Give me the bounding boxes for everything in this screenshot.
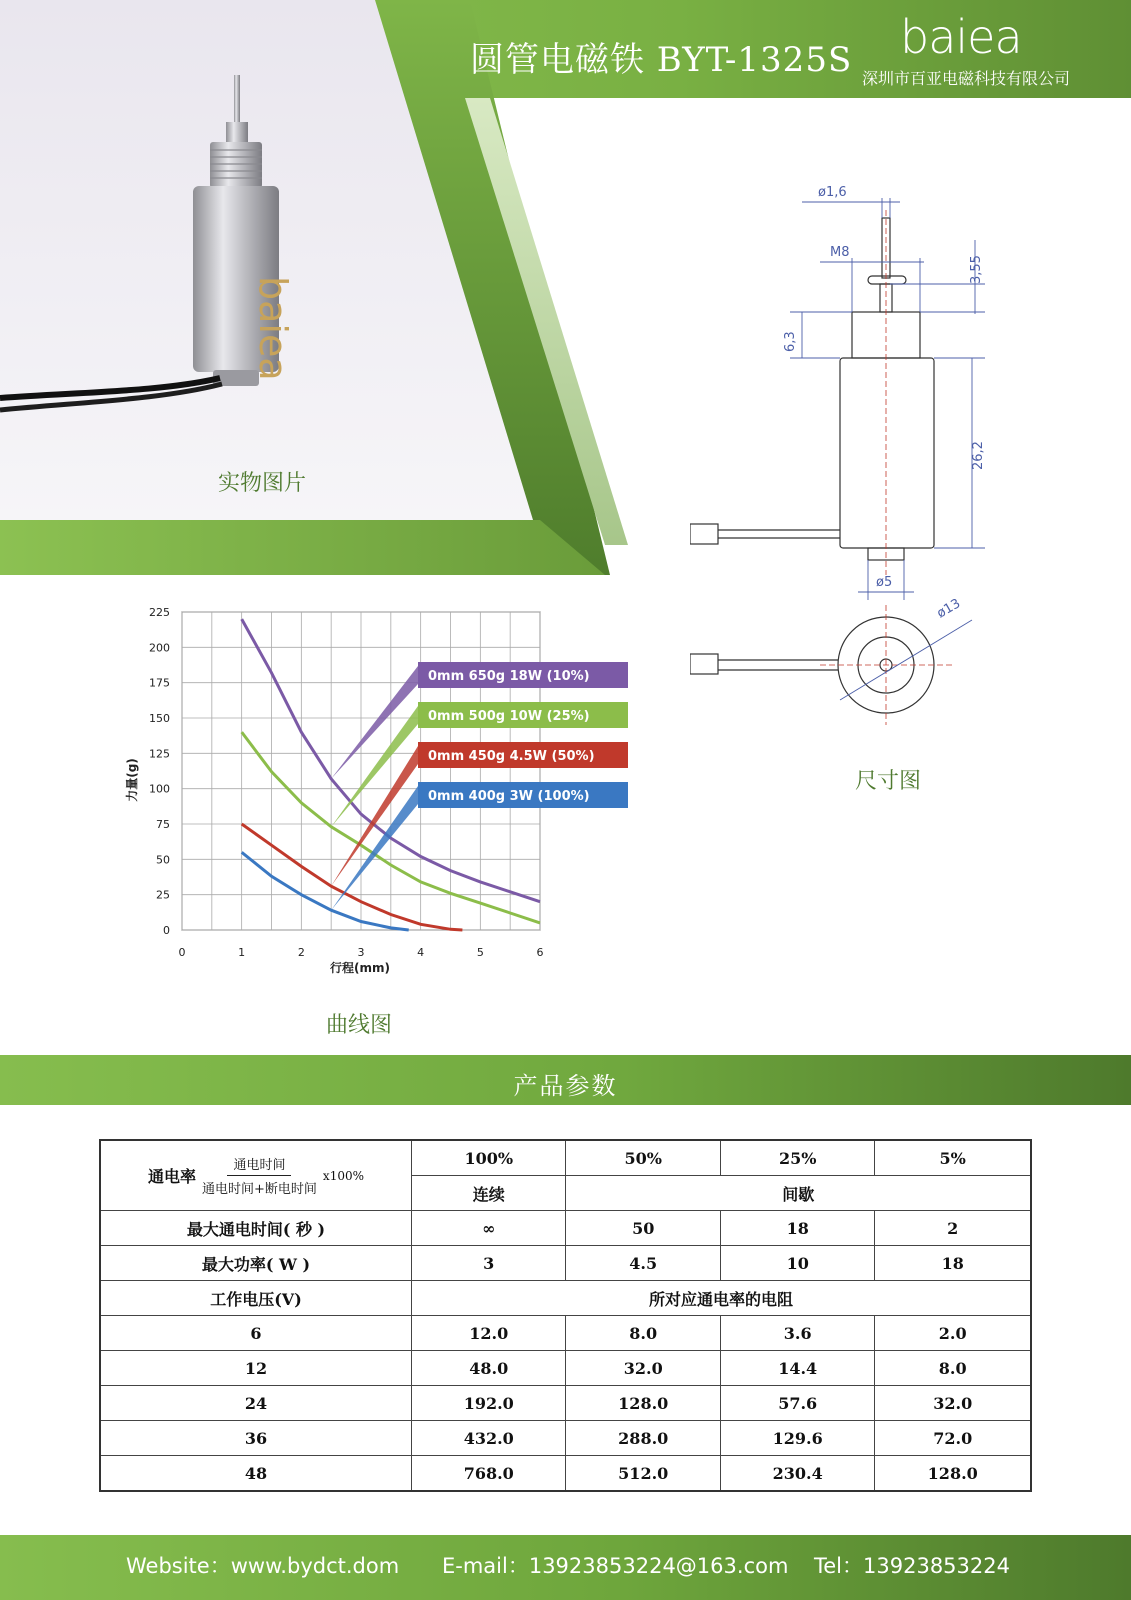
force-stroke-chart — [110, 600, 650, 1000]
product-logo: baiea — [251, 276, 295, 381]
table-cell: 768.0 — [412, 1456, 566, 1492]
chart-x-tick: 2 — [297, 946, 305, 959]
params-table — [99, 1139, 1032, 1492]
table-row — [100, 1211, 1031, 1246]
table-row — [100, 1316, 1031, 1351]
duty-numerator: 通电时间 — [227, 1154, 291, 1176]
mode-intermittent: 间歇 — [566, 1176, 1031, 1211]
page-title: 圆管电磁铁 BYT-1325S — [470, 40, 853, 80]
table-cell: 18 — [720, 1211, 874, 1246]
dim-label-bottom-dia: ø5 — [876, 575, 893, 590]
table-cell: 128.0 — [566, 1386, 720, 1421]
mode-continuous: 连续 — [412, 1176, 566, 1211]
table-row — [100, 1246, 1031, 1281]
chart-y-tick: 225 — [149, 606, 170, 619]
table-cell: 72.0 — [875, 1421, 1031, 1456]
footer-website: Website：www.bydct.dom — [126, 1554, 400, 1578]
table-cell: 2 — [875, 1211, 1031, 1246]
chart-legend-label: 0mm 450g 4.5W (50%) — [428, 749, 595, 764]
duty-value: 50% — [566, 1140, 720, 1176]
table-cell: 2.0 — [875, 1316, 1031, 1351]
resistance-label: 所对应通电率的电阻 — [412, 1281, 1032, 1316]
table-cell: 3.6 — [720, 1316, 874, 1351]
table-cell: 230.4 — [720, 1456, 874, 1492]
chart-x-tick: 0 — [178, 946, 186, 959]
table-cell: 24 — [100, 1386, 412, 1421]
table-cell: 14.4 — [720, 1351, 874, 1386]
dimension-drawing — [690, 180, 1020, 740]
table-cell: 57.6 — [720, 1386, 874, 1421]
table-cell: 36 — [100, 1421, 412, 1456]
table-cell: 6 — [100, 1316, 412, 1351]
duty-denominator: 通电时间+断电时间 — [202, 1182, 317, 1197]
brand-logo: baiea — [900, 10, 1022, 64]
chart-caption: 曲线图 — [326, 1013, 393, 1038]
photo-caption: 实物图片 — [218, 471, 307, 496]
table-cell: 12 — [100, 1351, 412, 1386]
table-cell: ∞ — [412, 1211, 566, 1246]
chart-y-tick: 50 — [156, 853, 170, 867]
table-cell: 4.5 — [566, 1246, 720, 1281]
chart-y-tick: 100 — [149, 782, 170, 796]
dim-label-26-2: 26,2 — [971, 441, 986, 470]
footer-tel: Tel：13923853224 — [814, 1554, 1010, 1578]
duty-label: 通电率 — [148, 1167, 197, 1186]
table-row — [100, 1421, 1031, 1456]
table-cell: 48 — [100, 1456, 412, 1492]
chart-y-tick: 75 — [156, 818, 170, 831]
table-row — [100, 1281, 1031, 1316]
table-cell: 288.0 — [566, 1421, 720, 1456]
chart-legend-label: 0mm 500g 10W (25%) — [428, 709, 590, 724]
section-title: 产品参数 — [513, 1072, 618, 1100]
table-row — [100, 1456, 1031, 1492]
chart-x-tick: 4 — [417, 946, 425, 959]
table-cell: 128.0 — [875, 1456, 1031, 1492]
chart-y-tick: 150 — [149, 712, 170, 725]
table-cell: 50 — [566, 1211, 720, 1246]
chart-legend-label: 0mm 650g 18W (10%) — [428, 669, 590, 684]
chart-legend-label: 0mm 400g 3W (100%) — [428, 789, 590, 804]
dim-label-3-55: 3,55 — [969, 255, 984, 284]
table-row — [100, 1351, 1031, 1386]
table-cell: 12.0 — [412, 1316, 566, 1351]
chart-y-tick: 125 — [149, 747, 170, 761]
chart-y-tick: 0 — [163, 924, 170, 937]
dim-label-thread: M8 — [830, 245, 850, 260]
duty-value: 100% — [412, 1140, 566, 1176]
table-cell: 18 — [875, 1246, 1031, 1281]
chart-x-axis-label: 行程(mm) — [330, 961, 390, 975]
dim-label-pin-dia: ø1,6 — [818, 185, 847, 200]
duty-value: 25% — [720, 1140, 874, 1176]
chart-y-tick: 25 — [156, 888, 170, 902]
voltage-label: 工作电压(V) — [100, 1281, 412, 1316]
product-photo — [0, 0, 540, 520]
duty-value: 5% — [875, 1140, 1031, 1176]
table-row — [100, 1386, 1031, 1421]
footer-email: E-mail：13923853224@163.com — [442, 1554, 789, 1578]
dim-label-body-dia: ø13 — [934, 596, 964, 622]
duty-multiplier: x100% — [322, 1168, 364, 1183]
duty-cycle-header — [100, 1140, 412, 1211]
chart-y-tick: 175 — [149, 676, 170, 690]
table-cell: 432.0 — [412, 1421, 566, 1456]
table-row — [100, 1140, 1031, 1176]
chart-x-tick: 5 — [476, 946, 484, 959]
table-cell: 10 — [720, 1246, 874, 1281]
table-cell: 3 — [412, 1246, 566, 1281]
company-name: 深圳市百亚电磁科技有限公司 — [862, 69, 1071, 88]
dimension-caption: 尺寸图 — [855, 769, 922, 794]
table-cell: 8.0 — [875, 1351, 1031, 1386]
table-cell: 48.0 — [412, 1351, 566, 1386]
table-cell: 129.6 — [720, 1421, 874, 1456]
chart-x-tick: 1 — [238, 946, 246, 959]
table-cell: 8.0 — [566, 1316, 720, 1351]
chart-y-axis-label: 力量(g) — [125, 758, 139, 802]
dim-label-6-3: 6,3 — [783, 331, 798, 352]
chart-x-tick: 6 — [536, 946, 544, 959]
table-cell: 192.0 — [412, 1386, 566, 1421]
max-on-time-label: 最大通电时间( 秒 ) — [100, 1211, 412, 1246]
table-cell: 512.0 — [566, 1456, 720, 1492]
chart-x-tick: 3 — [357, 946, 365, 959]
table-cell: 32.0 — [875, 1386, 1031, 1421]
chart-y-tick: 200 — [149, 641, 170, 655]
duty-fraction — [202, 1154, 317, 1197]
table-cell: 32.0 — [566, 1351, 720, 1386]
max-power-label: 最大功率( W ) — [100, 1246, 412, 1281]
